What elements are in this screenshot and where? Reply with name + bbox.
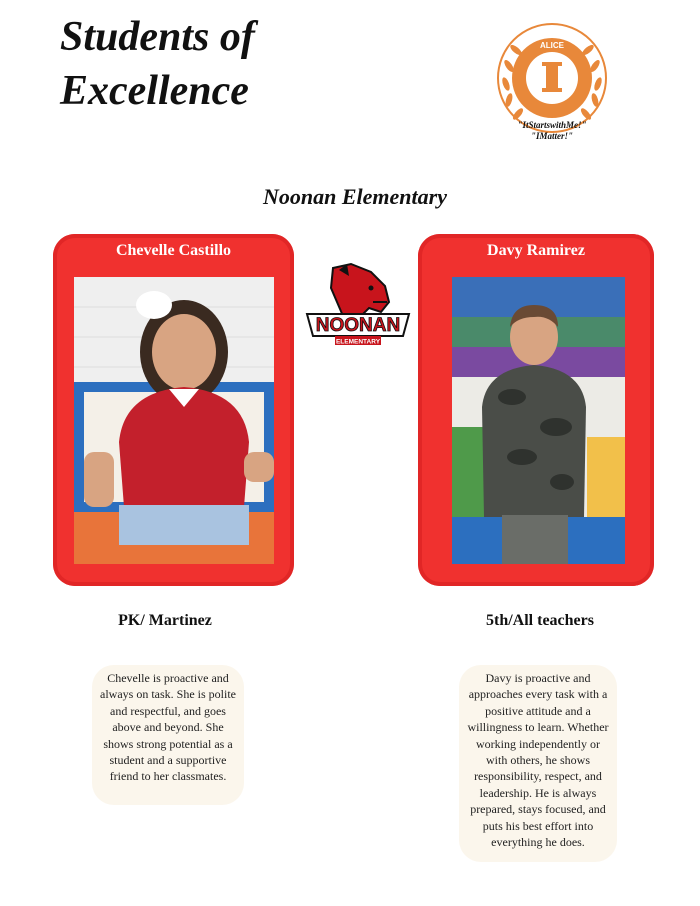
- seal-tagline-2: "IMatter!": [531, 131, 573, 141]
- page-title: [60, 10, 380, 118]
- student-bio-1: Chevelle is proactive and always on task. She is polite and respectful, and goes above and beyond. She shows strong potential as a student and a supportive friend to her classmates.: [92, 665, 244, 805]
- seal-tagline-1: "ItStartswithMe!": [517, 120, 587, 130]
- student-bio-2: Davy is proactive and approaches every task with a positive attitude and a willingness to learn. Whether working independently or with others, he shows responsibility, respect, and leadership. He is always prepared, stays focused, and puts his best effort into everything he does.: [459, 665, 617, 862]
- student-grade-1: PK/ Martinez: [118, 612, 212, 629]
- student-name-2: Davy Ramirez: [487, 242, 585, 259]
- mascot-subtext: ELEMENTARY: [335, 338, 381, 346]
- noonan-mustang-logo: [303, 262, 413, 348]
- mascot-wordmark: NOONAN: [315, 315, 401, 336]
- school-name: Noonan Elementary: [263, 184, 447, 209]
- student-grade-2: 5th/All teachers: [486, 612, 594, 629]
- student-photo-1: [74, 277, 274, 564]
- student-card-1: [53, 234, 294, 586]
- seal-top-text: ALICE: [540, 41, 564, 50]
- student-photo-2: [452, 277, 625, 564]
- title-line-1: Students of: [60, 14, 255, 60]
- district-seal-logo: [496, 22, 608, 134]
- student-card-2: [418, 234, 654, 586]
- student-name-1: Chevelle Castillo: [115, 242, 232, 259]
- title-line-2: Excellence: [60, 68, 249, 114]
